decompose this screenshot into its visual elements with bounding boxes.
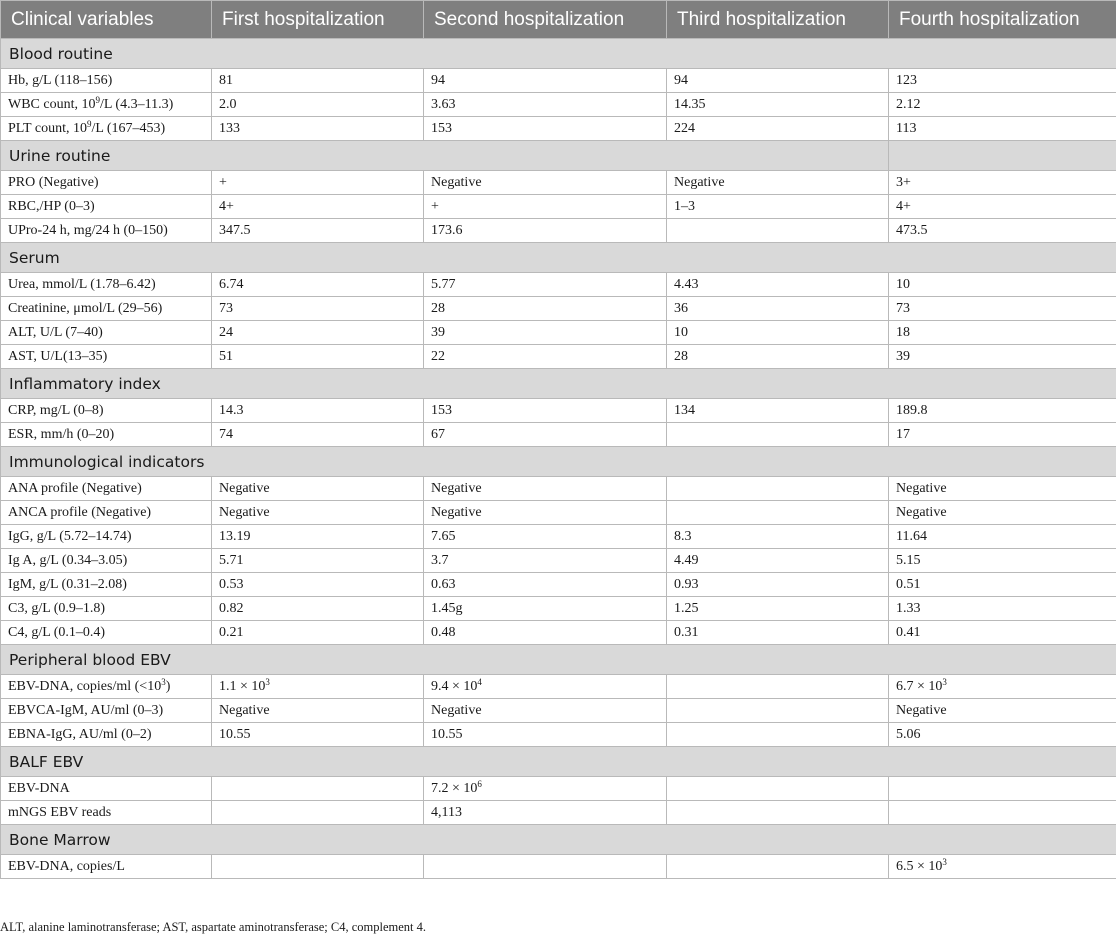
- row-label: UPro-24 h, mg/24 h (0–150): [1, 219, 212, 243]
- cell-fourth: 189.8: [889, 399, 1116, 423]
- section-title: Serum: [1, 243, 1116, 273]
- cell-second: 67: [424, 423, 667, 447]
- section-row-bone-marrow: [1, 825, 1116, 855]
- cell-third: 4.49: [667, 549, 889, 573]
- cell-fourth: 11.64: [889, 525, 1116, 549]
- cell-fourth: [889, 855, 1116, 879]
- cell-fourth: 5.15: [889, 549, 1116, 573]
- label-text: WBC count, 10: [8, 96, 96, 112]
- cell-third: 4.43: [667, 273, 889, 297]
- cell-first: 14.3: [212, 399, 424, 423]
- value-base: 7.2 × 10: [431, 780, 478, 796]
- cell-second: 173.6: [424, 219, 667, 243]
- table-row-ebv-dna: [1, 675, 1116, 699]
- table-footnote: ALT, alanine laminotransferase; AST, aspartate aminotransferase; C4, complement 4.: [0, 920, 427, 934]
- table-row-mngs: [1, 801, 1116, 825]
- value-exponent: 4: [477, 676, 482, 687]
- cell-third: [667, 477, 889, 501]
- cell-second: 153: [424, 117, 667, 141]
- cell-second: Negative: [424, 501, 667, 525]
- table-row-igg: [1, 525, 1116, 549]
- cell-third: [667, 675, 889, 699]
- cell-second: [424, 675, 667, 699]
- value-exponent: 3: [942, 676, 947, 687]
- table-row-bm-ebv-dna: [1, 855, 1116, 879]
- section-title: Blood routine: [1, 39, 1116, 69]
- cell-fourth: 0.51: [889, 573, 1116, 597]
- row-label: IgM, g/L (0.31–2.08): [1, 573, 212, 597]
- cell-first: [212, 801, 424, 825]
- cell-first: 4+: [212, 195, 424, 219]
- cell-fourth: Negative: [889, 699, 1116, 723]
- cell-second: 94: [424, 69, 667, 93]
- cell-fourth: [889, 675, 1116, 699]
- row-label: EBVCA-IgM, AU/ml (0–3): [1, 699, 212, 723]
- cell-fourth: 113: [889, 117, 1116, 141]
- section-row-blood-routine: [1, 39, 1116, 69]
- cell-second: 39: [424, 321, 667, 345]
- header-row: [1, 1, 1116, 39]
- cell-second: 22: [424, 345, 667, 369]
- cell-first: +: [212, 171, 424, 195]
- cell-third: 0.93: [667, 573, 889, 597]
- row-label: EBNA-IgG, AU/ml (0–2): [1, 723, 212, 747]
- cell-first: Negative: [212, 699, 424, 723]
- section-blank-cell: [889, 141, 1116, 171]
- cell-second: [424, 777, 667, 801]
- table-row-anca: [1, 501, 1116, 525]
- table-row-hb: [1, 69, 1116, 93]
- row-label: [1, 117, 212, 141]
- row-label: ESR, mm/h (0–20): [1, 423, 212, 447]
- cell-first: 347.5: [212, 219, 424, 243]
- cell-third: 1–3: [667, 195, 889, 219]
- cell-fourth: 3+: [889, 171, 1116, 195]
- value-exponent: 6: [477, 778, 482, 789]
- cell-first: 81: [212, 69, 424, 93]
- cell-first: 2.0: [212, 93, 424, 117]
- section-title: BALF EBV: [1, 747, 1116, 777]
- header-clinical-variables: Clinical variables: [1, 1, 212, 39]
- table-row-crp: [1, 399, 1116, 423]
- label-text: PLT count, 10: [8, 120, 87, 136]
- cell-fourth: [889, 801, 1116, 825]
- cell-second: 5.77: [424, 273, 667, 297]
- cell-third: 36: [667, 297, 889, 321]
- cell-third: 134: [667, 399, 889, 423]
- cell-fourth: 4+: [889, 195, 1116, 219]
- cell-third: [667, 801, 889, 825]
- cell-third: Negative: [667, 171, 889, 195]
- cell-fourth: 18: [889, 321, 1116, 345]
- table-row-esr: [1, 423, 1116, 447]
- cell-second: 3.7: [424, 549, 667, 573]
- row-label: EBV-DNA: [1, 777, 212, 801]
- row-label: Hb, g/L (118–156): [1, 69, 212, 93]
- cell-third: 8.3: [667, 525, 889, 549]
- cell-second: 28: [424, 297, 667, 321]
- section-title: Bone Marrow: [1, 825, 1116, 855]
- cell-third: [667, 723, 889, 747]
- section-title: Inflammatory index: [1, 369, 1116, 399]
- cell-first: 51: [212, 345, 424, 369]
- row-label: ANA profile (Negative): [1, 477, 212, 501]
- table-row-creatinine: [1, 297, 1116, 321]
- table-row-wbc: [1, 93, 1116, 117]
- cell-fourth: Negative: [889, 477, 1116, 501]
- cell-second: 0.63: [424, 573, 667, 597]
- cell-first: 24: [212, 321, 424, 345]
- table-row-ast: [1, 345, 1116, 369]
- value-base: 1.1 × 10: [219, 678, 266, 694]
- cell-third: 0.31: [667, 621, 889, 645]
- row-label: Urea, mmol/L (1.78–6.42): [1, 273, 212, 297]
- cell-first: [212, 855, 424, 879]
- cell-first: 6.74: [212, 273, 424, 297]
- cell-third: [667, 855, 889, 879]
- cell-fourth: 2.12: [889, 93, 1116, 117]
- cell-first: 73: [212, 297, 424, 321]
- value-exponent: 3: [942, 856, 947, 867]
- cell-fourth: 39: [889, 345, 1116, 369]
- section-row-immunological-indicators: [1, 447, 1116, 477]
- cell-first: [212, 675, 424, 699]
- table-row-alt: [1, 321, 1116, 345]
- cell-third: [667, 219, 889, 243]
- cell-fourth: 473.5: [889, 219, 1116, 243]
- table-row-plt: [1, 117, 1116, 141]
- cell-second: 1.45g: [424, 597, 667, 621]
- cell-first: Negative: [212, 501, 424, 525]
- label-text: /L (167–453): [91, 120, 166, 136]
- table-row-c4: [1, 621, 1116, 645]
- section-title: Peripheral blood EBV: [1, 645, 1116, 675]
- label-text: EBV-DNA, copies/ml (<10: [8, 678, 162, 694]
- cell-second: 153: [424, 399, 667, 423]
- header-third-hospitalization: Third hospitalization: [667, 1, 889, 39]
- cell-fourth: 5.06: [889, 723, 1116, 747]
- table-row-iga: [1, 549, 1116, 573]
- table-row-ana: [1, 477, 1116, 501]
- row-label: ALT, U/L (7–40): [1, 321, 212, 345]
- cell-second: 7.65: [424, 525, 667, 549]
- row-label: ANCA profile (Negative): [1, 501, 212, 525]
- row-label: C4, g/L (0.1–0.4): [1, 621, 212, 645]
- cell-first: 0.82: [212, 597, 424, 621]
- cell-second: Negative: [424, 699, 667, 723]
- cell-third: 10: [667, 321, 889, 345]
- row-label: [1, 675, 212, 699]
- table-row-urea: [1, 273, 1116, 297]
- row-label: C3, g/L (0.9–1.8): [1, 597, 212, 621]
- row-label: PRO (Negative): [1, 171, 212, 195]
- section-title: Urine routine: [1, 141, 889, 171]
- cell-second: 4,113: [424, 801, 667, 825]
- section-row-inflammatory-index: [1, 369, 1116, 399]
- value-base: 9.4 × 10: [431, 678, 478, 694]
- cell-first: 0.53: [212, 573, 424, 597]
- row-label: CRP, mg/L (0–8): [1, 399, 212, 423]
- table-row-ebvca-igm: [1, 699, 1116, 723]
- table-row-ebna-igg: [1, 723, 1116, 747]
- cell-first: Negative: [212, 477, 424, 501]
- row-label: RBC,/HP (0–3): [1, 195, 212, 219]
- value-base: 6.5 × 10: [896, 858, 943, 874]
- label-text: ): [165, 678, 171, 694]
- cell-first: 5.71: [212, 549, 424, 573]
- cell-second: 3.63: [424, 93, 667, 117]
- cell-third: 14.35: [667, 93, 889, 117]
- cell-first: 0.21: [212, 621, 424, 645]
- cell-third: 94: [667, 69, 889, 93]
- row-label: Ig A, g/L (0.34–3.05): [1, 549, 212, 573]
- section-row-balf-ebv: [1, 747, 1116, 777]
- value-exponent: 3: [265, 676, 270, 687]
- table-row-rbc: [1, 195, 1116, 219]
- cell-fourth: Negative: [889, 501, 1116, 525]
- cell-second: +: [424, 195, 667, 219]
- cell-third: [667, 777, 889, 801]
- cell-first: 10.55: [212, 723, 424, 747]
- label-text: /L (4.3–11.3): [100, 96, 174, 112]
- cell-fourth: 73: [889, 297, 1116, 321]
- cell-first: 133: [212, 117, 424, 141]
- header-second-hospitalization: Second hospitalization: [424, 1, 667, 39]
- row-label: Creatinine, μmol/L (29–56): [1, 297, 212, 321]
- table-row-igm: [1, 573, 1116, 597]
- table-row-c3: [1, 597, 1116, 621]
- section-row-urine-routine: [1, 141, 1116, 171]
- cell-third: [667, 501, 889, 525]
- cell-fourth: 1.33: [889, 597, 1116, 621]
- row-label: EBV-DNA, copies/L: [1, 855, 212, 879]
- label-superscript: 9: [95, 94, 100, 105]
- table-row-upro: [1, 219, 1116, 243]
- table-row-pro: [1, 171, 1116, 195]
- cell-second: 0.48: [424, 621, 667, 645]
- cell-first: 13.19: [212, 525, 424, 549]
- cell-fourth: 123: [889, 69, 1116, 93]
- row-label: IgG, g/L (5.72–14.74): [1, 525, 212, 549]
- cell-fourth: 10: [889, 273, 1116, 297]
- table-row-balf-ebv-dna: [1, 777, 1116, 801]
- cell-third: [667, 423, 889, 447]
- section-row-peripheral-blood-ebv: [1, 645, 1116, 675]
- cell-third: 224: [667, 117, 889, 141]
- cell-second: Negative: [424, 477, 667, 501]
- cell-third: 1.25: [667, 597, 889, 621]
- row-label: [1, 93, 212, 117]
- section-title: Immunological indicators: [1, 447, 1116, 477]
- cell-first: [212, 777, 424, 801]
- value-base: 6.7 × 10: [896, 678, 943, 694]
- cell-first: 74: [212, 423, 424, 447]
- section-row-serum: [1, 243, 1116, 273]
- header-first-hospitalization: First hospitalization: [212, 1, 424, 39]
- cell-second: Negative: [424, 171, 667, 195]
- cell-second: 10.55: [424, 723, 667, 747]
- cell-fourth: 0.41: [889, 621, 1116, 645]
- row-label: AST, U/L(13–35): [1, 345, 212, 369]
- cell-third: [667, 699, 889, 723]
- cell-fourth: 17: [889, 423, 1116, 447]
- cell-second: [424, 855, 667, 879]
- row-label: mNGS EBV reads: [1, 801, 212, 825]
- label-superscript: 3: [161, 676, 166, 687]
- label-superscript: 9: [86, 118, 92, 129]
- header-fourth-hospitalization: Fourth hospitalization: [889, 1, 1116, 39]
- cell-third: 28: [667, 345, 889, 369]
- cell-fourth: [889, 777, 1116, 801]
